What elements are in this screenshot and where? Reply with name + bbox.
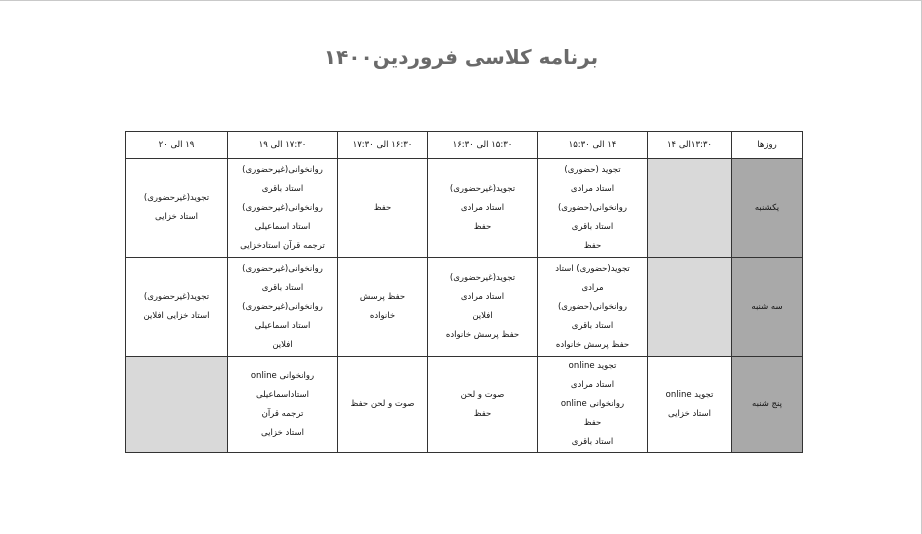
cell-line: روانخوانی(غیرحضوری)	[242, 202, 323, 213]
cell-line: استاد مرادی	[460, 202, 505, 213]
cell-line: استاد مرادی	[570, 183, 615, 194]
day-cell: یکشنبه	[732, 159, 803, 258]
cell-line: روانخوانی(غیرحضوری)	[242, 263, 323, 274]
table-row	[126, 159, 803, 258]
cell-line: استاد خزایی افلاین	[143, 311, 210, 321]
header-slot-5: ۱۷:۳۰ الی ۱۹	[228, 132, 338, 159]
header-slot-1: ۱۳:۳۰الی ۱۴	[648, 132, 732, 159]
page-title: برنامه کلاسی فروردین۱۴۰۰	[323, 45, 599, 69]
schedule-cell	[338, 357, 428, 453]
header-slot-4: ۱۶:۳۰ الی ۱۷:۳۰	[338, 132, 428, 159]
cell-line: افلاین	[472, 311, 493, 321]
schedule-cell	[338, 258, 428, 357]
cell-line: تجوید(غیرحضوری)	[449, 183, 516, 194]
cell-line: استاد خزایی	[668, 408, 711, 419]
header-days: روزها	[732, 132, 803, 159]
cell-line: تجوید (حضوری)	[564, 164, 621, 175]
schedule-cell	[338, 159, 428, 258]
cell-line: صوت و لحن	[460, 389, 505, 400]
cell-line: افلاین	[272, 339, 293, 350]
cell-line: حفظ پرسش خانواده	[445, 330, 520, 340]
cell-line: حفظ	[583, 240, 602, 251]
cell-line: استاد باقری	[571, 221, 614, 232]
cell-line: استاد مرادی	[460, 292, 505, 302]
table-row	[126, 357, 803, 453]
cell-line: روانخوانی online	[250, 370, 315, 381]
cell-line: حفظ	[373, 202, 392, 213]
header-slot-3: ۱۵:۳۰ الی ۱۶:۳۰	[428, 132, 538, 159]
cell-line: حفظ	[583, 418, 602, 428]
cell-line: استاد اسماعیلی	[254, 221, 311, 232]
schedule-cell	[428, 258, 538, 357]
schedule-cell	[228, 357, 338, 453]
cell-line: حفظ پرسش خانواده	[555, 339, 630, 350]
schedule-cell	[648, 258, 732, 357]
cell-line: روانخوانی(حضوری)	[557, 301, 628, 312]
cell-line: استاداسماعیلی	[256, 389, 309, 400]
table-row	[126, 258, 803, 357]
schedule-cell	[648, 357, 732, 453]
schedule-cell	[428, 357, 538, 453]
cell-line: تجوید online	[568, 361, 617, 371]
schedule-cell	[126, 159, 228, 258]
schedule-cell	[648, 159, 732, 258]
cell-line: استاد باقری	[261, 282, 304, 293]
day-cell: سه شنبه	[732, 258, 803, 357]
cell-line: ترجمه قرآن استادخزایی	[240, 240, 325, 251]
cell-line: حفظ	[473, 221, 492, 232]
cell-line: ترجمه قرآن	[261, 408, 304, 419]
cell-line: استاد اسماعیلی	[254, 320, 311, 331]
cell-line: تجوید(غیرحضوری)	[143, 292, 210, 302]
cell-line: صوت و لحن حفظ	[350, 399, 415, 409]
cell-line: روانخوانی(غیرحضوری)	[242, 301, 323, 312]
schedule-table	[125, 131, 803, 453]
header-slot-6: ۱۹ الی ۲۰	[126, 132, 228, 159]
schedule-cell	[538, 258, 648, 357]
schedule-cell	[126, 357, 228, 453]
schedule-cell	[538, 159, 648, 258]
cell-line: استاد باقری	[571, 320, 614, 331]
schedule-cell	[538, 357, 648, 453]
cell-line: تجوید online	[665, 389, 714, 400]
schedule-cell	[126, 258, 228, 357]
schedule-cell	[228, 159, 338, 258]
cell-line: خانواده	[369, 311, 396, 321]
cell-line: استاد خزایی	[261, 427, 304, 438]
cell-line: تجوید(غیرحضوری)	[449, 273, 516, 283]
cell-line: مرادی	[581, 282, 604, 293]
cell-line: استاد باقری	[261, 183, 304, 194]
header-row	[126, 132, 803, 159]
cell-line: استاد باقری	[571, 437, 614, 447]
day-cell: پنج شنبه	[732, 357, 803, 453]
cell-line: روانخوانی(حضوری)	[557, 202, 628, 213]
cell-line: روانخوانی(غیرحضوری)	[242, 164, 323, 175]
header-slot-2: ۱۴ الی ۱۵:۳۰	[538, 132, 648, 159]
cell-line: روانخوانی online	[560, 399, 625, 409]
cell-line: تجوید(غیرحضوری)	[143, 193, 210, 203]
cell-line: تجوید(حضوری) استاد	[555, 263, 630, 274]
cell-line: استاد مرادی	[570, 380, 615, 390]
cell-line: استاد خزایی	[155, 212, 198, 222]
cell-line: حفظ پرسش	[359, 292, 406, 302]
schedule-cell	[228, 258, 338, 357]
schedule-cell	[428, 159, 538, 258]
cell-line: حفظ	[473, 408, 492, 419]
